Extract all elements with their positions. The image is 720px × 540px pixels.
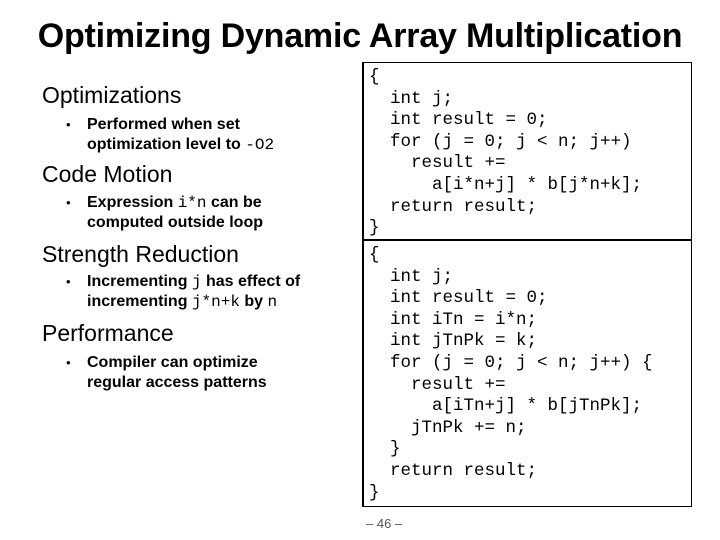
- bullet-line: Compiler can optimize: [87, 354, 258, 371]
- original-code-box: [362, 62, 692, 241]
- bullet-text: has effect of: [201, 273, 301, 290]
- bullet-line: [87, 272, 300, 292]
- bullet-text: by: [239, 293, 268, 310]
- optimized-code: { int j; int result = 0; int iTn = i*n; int jTnPk = k; for (j = 0; j < n; j++) { result += a[iTn+j] * b[jTnPk]; jTnPk += n; } return result; }: [369, 245, 653, 503]
- code-term: j: [191, 273, 202, 291]
- page-number: – 46 –: [366, 516, 403, 531]
- bullet-line: [87, 292, 300, 312]
- bullet-line: computed outside loop: [87, 214, 263, 231]
- code-term: n: [267, 293, 278, 311]
- performance-heading: Performance: [42, 320, 174, 346]
- bullet-line: Performed when set: [87, 116, 240, 133]
- code-term: i*n: [177, 194, 207, 212]
- bullet-text: Incrementing: [87, 273, 192, 290]
- bullet-text: incrementing: [87, 293, 192, 310]
- original-code: { int j; int result = 0; for (j = 0; j < n; j++) result += a[i*n+j] * b[j*n+k]; return result; }: [369, 67, 643, 239]
- bullet-text: can be: [206, 194, 262, 211]
- code-motion-heading: Code Motion: [42, 161, 173, 187]
- strength-reduction-heading: Strength Reduction: [42, 241, 239, 267]
- bullet-line: [87, 193, 263, 213]
- code-term: -O2: [245, 136, 275, 154]
- slide-title: Optimizing Dynamic Array Multiplication: [37, 17, 683, 55]
- bullet-line: regular access patterns: [87, 374, 267, 391]
- bullet-text: Expression: [87, 194, 178, 211]
- bullet-marker: •: [66, 117, 71, 132]
- optimizations-heading: Optimizations: [42, 82, 182, 108]
- code-term: j*n+k: [191, 293, 240, 311]
- bullet-marker: •: [66, 355, 71, 370]
- bullet-marker: •: [66, 274, 71, 289]
- bullet-line: [87, 135, 274, 155]
- bullet-text: optimization level to: [87, 136, 246, 153]
- bullet-marker: •: [66, 195, 71, 210]
- optimized-code-box: [362, 241, 692, 507]
